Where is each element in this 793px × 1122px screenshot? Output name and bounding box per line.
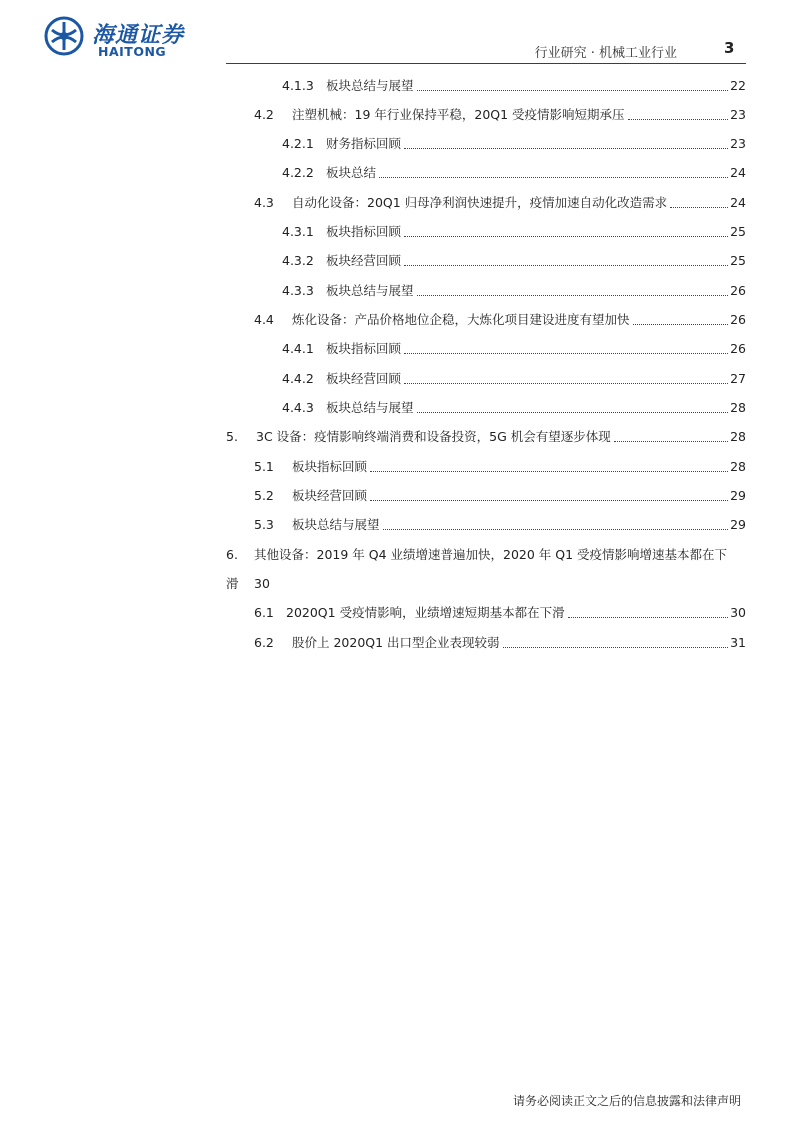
toc-entry-title: 板块总结与展望 [326,400,414,415]
toc-entry-continuation[interactable] [226,574,270,594]
toc-entry-page: 28 [730,459,746,474]
logo-chinese-name: 海通证券 [92,23,185,48]
toc-entry-title: 2020Q1 受疫情影响，业绩增速短期基本都在下滑 [286,605,565,620]
toc-entry-number: 5.1 [254,459,274,474]
toc-entry-page: 29 [730,517,746,532]
toc-entry-title: 板块指标回顾 [292,459,368,474]
toc-leader-dots [404,236,728,237]
toc-entry-number: 4.2.2 [282,165,314,180]
toc-entry-page: 25 [730,224,746,239]
toc-leader-dots [568,617,729,618]
legal-disclaimer: 请务必阅读正文之后的信息披露和法律声明 [512,1094,741,1108]
toc-entry[interactable] [282,281,746,301]
toc-entry-title: 板块总结与展望 [326,283,414,298]
toc-entry-number: 6.2 [254,635,274,650]
toc-entry-number: 4.4.3 [282,400,314,415]
toc-leader-dots [417,295,729,296]
toc-entry-title: 注塑机械：19 年行业保持平稳，20Q1 受疫情影响短期承压 [292,107,625,122]
toc-entry[interactable] [282,163,746,183]
toc-entry[interactable] [226,427,746,447]
toc-entry-page: 24 [730,165,746,180]
toc-entry-title: 板块经营回顾 [326,253,402,268]
toc-entry-title: 板块总结与展望 [326,78,414,93]
toc-entry-number: 4.3 [254,195,274,210]
toc-entry-number: 4.3.3 [282,283,314,298]
page-header [0,0,793,70]
toc-leader-dots [370,471,728,472]
toc-entry-title: 板块经营回顾 [292,488,368,503]
toc-leader-dots [404,265,728,266]
toc-entry-title: 炼化设备：产品价格地位企稳，大炼化项目建设进度有望加快 [292,312,630,327]
toc-entry-page: 26 [730,341,746,356]
toc-entry-page: 28 [730,429,746,444]
toc-entry[interactable] [282,222,746,242]
toc-entry-number: 4.4 [254,312,274,327]
toc-entry[interactable] [226,545,746,565]
toc-leader-dots [417,412,729,413]
toc-entry-title: 3C 设备：疫情影响终端消费和设备投资，5G 机会有望逐步体现 [256,429,611,444]
toc-entry-page: 26 [730,283,746,298]
header-title: 行业研究 · 机械工业行业 [534,46,677,61]
toc-leader-dots [370,500,728,501]
toc-entry-title: 财务指标回顾 [326,136,402,151]
page-number: 3 [724,39,735,57]
toc-leader-dots [383,529,729,530]
toc-leader-dots [633,324,729,325]
toc-entry-number: 5.2 [254,488,274,503]
toc-entry-number: 4.4.2 [282,371,314,386]
logo-english-name: HAITONG [98,44,167,59]
toc-entry[interactable] [282,134,746,154]
toc-entry-number: 4.3.1 [282,224,314,239]
toc-leader-dots [404,148,728,149]
toc-leader-dots [614,441,728,442]
toc-leader-dots [379,177,728,178]
toc-entry-number: 4.2.1 [282,136,314,151]
toc-entry-page: 23 [730,136,746,151]
toc-entry[interactable] [254,515,746,535]
toc-entry-title: 板块指标回顾 [326,341,402,356]
header-divider [226,63,746,64]
toc-entry[interactable] [282,76,746,96]
toc-entry-page: 24 [730,195,746,210]
toc-entry-number: 4.1.3 [282,78,314,93]
toc-entry-page: 30 [730,605,746,620]
toc-entry[interactable] [254,633,746,653]
toc-entry[interactable] [282,398,746,418]
toc-entry-page: 22 [730,78,746,93]
toc-entry-number: 5.3 [254,517,274,532]
toc-leader-dots [417,90,729,91]
toc-entry-number: 6. [226,547,238,562]
toc-entry[interactable] [254,457,746,477]
toc-entry[interactable] [254,603,746,623]
toc-entry-page: 30 [254,576,270,591]
toc-leader-dots [404,383,728,384]
toc-entry-page: 25 [730,253,746,268]
haitong-logo [44,16,204,60]
haitong-emblem-icon [44,16,84,56]
toc-entry-page: 29 [730,488,746,503]
toc-entry-number: 4.2 [254,107,274,122]
toc-leader-dots [503,647,729,648]
toc-entry[interactable] [254,193,746,213]
toc-entry[interactable] [254,486,746,506]
toc-leader-dots [404,353,728,354]
toc-entry-title: 其他设备：2019 年 Q4 业绩增速普遍加快，2020 年 Q1 受疫情影响增速基本都在下 [254,547,728,562]
toc-entry-number: 4.3.2 [282,253,314,268]
toc-entry-number: 5. [226,429,238,444]
toc-entry-page: 23 [730,107,746,122]
toc-entry[interactable] [282,251,746,271]
toc-entry-page: 28 [730,400,746,415]
toc-entry-title: 板块指标回顾 [326,224,402,239]
toc-entry-number: 6.1 [254,605,274,620]
toc-entry-title-continued: 滑 [226,576,239,591]
toc-entry-title: 股价上 2020Q1 出口型企业表现较弱 [292,635,500,650]
toc-entry[interactable] [282,339,746,359]
toc-entry-page: 31 [730,635,746,650]
toc-entry-page: 27 [730,371,746,386]
toc-entry-page: 26 [730,312,746,327]
toc-entry[interactable] [254,310,746,330]
toc-entry-title: 板块经营回顾 [326,371,402,386]
toc-entry-number: 4.4.1 [282,341,314,356]
toc-entry-title: 板块总结与展望 [292,517,380,532]
toc-entry-title: 板块总结 [326,165,377,180]
toc-leader-dots [670,207,728,208]
toc-entry-title: 自动化设备：20Q1 归母净利润快速提升，疫情加速自动化改造需求 [292,195,668,210]
toc-entry[interactable] [254,105,746,125]
toc-leader-dots [628,119,729,120]
toc-entry[interactable] [282,369,746,389]
